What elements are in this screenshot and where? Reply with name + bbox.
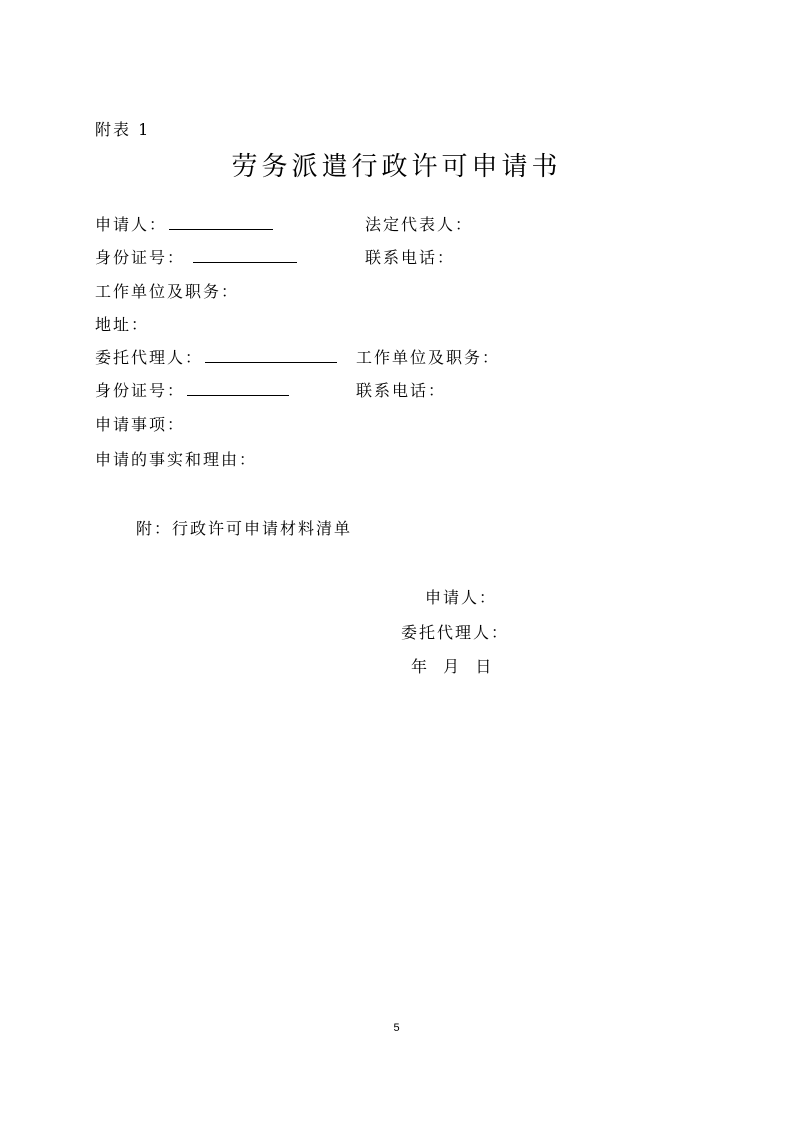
signature-date-label: 年 月 日	[411, 657, 494, 676]
agent-field	[95, 348, 337, 368]
attachment-list-note: 附：行政许可申请材料清单	[136, 519, 353, 538]
applicant-id-label: 身份证号：	[95, 248, 186, 267]
agent-id-input-line[interactable]	[187, 381, 289, 396]
request-matter-label: 申请事项：	[95, 415, 186, 434]
applicant-phone-label: 联系电话：	[365, 248, 456, 267]
agent-input-line[interactable]	[205, 348, 337, 363]
agent-label: 委托代理人：	[95, 348, 204, 367]
page-title: 劳务派遣行政许可申请书	[231, 152, 562, 182]
agent-phone-label: 联系电话：	[356, 381, 447, 400]
applicant-id-field	[95, 248, 297, 268]
legal-representative-label: 法定代表人：	[365, 215, 474, 234]
attachment-label: 附表 1	[95, 120, 151, 139]
signature-applicant-label: 申请人：	[425, 588, 498, 607]
applicant-employer-label: 工作单位及职务：	[95, 282, 240, 301]
signature-agent-label: 委托代理人：	[401, 623, 510, 642]
applicant-address-label: 地址：	[95, 315, 150, 334]
request-facts-label: 申请的事实和理由：	[95, 450, 258, 469]
agent-id-label: 身份证号：	[95, 381, 186, 400]
agent-employer-label: 工作单位及职务：	[356, 348, 501, 367]
agent-id-field	[95, 381, 289, 401]
page-number: 5	[393, 1022, 400, 1034]
applicant-input-line[interactable]	[169, 215, 273, 230]
applicant-field	[95, 215, 273, 235]
applicant-id-input-line[interactable]	[193, 248, 297, 263]
applicant-label: 申请人：	[95, 215, 168, 234]
